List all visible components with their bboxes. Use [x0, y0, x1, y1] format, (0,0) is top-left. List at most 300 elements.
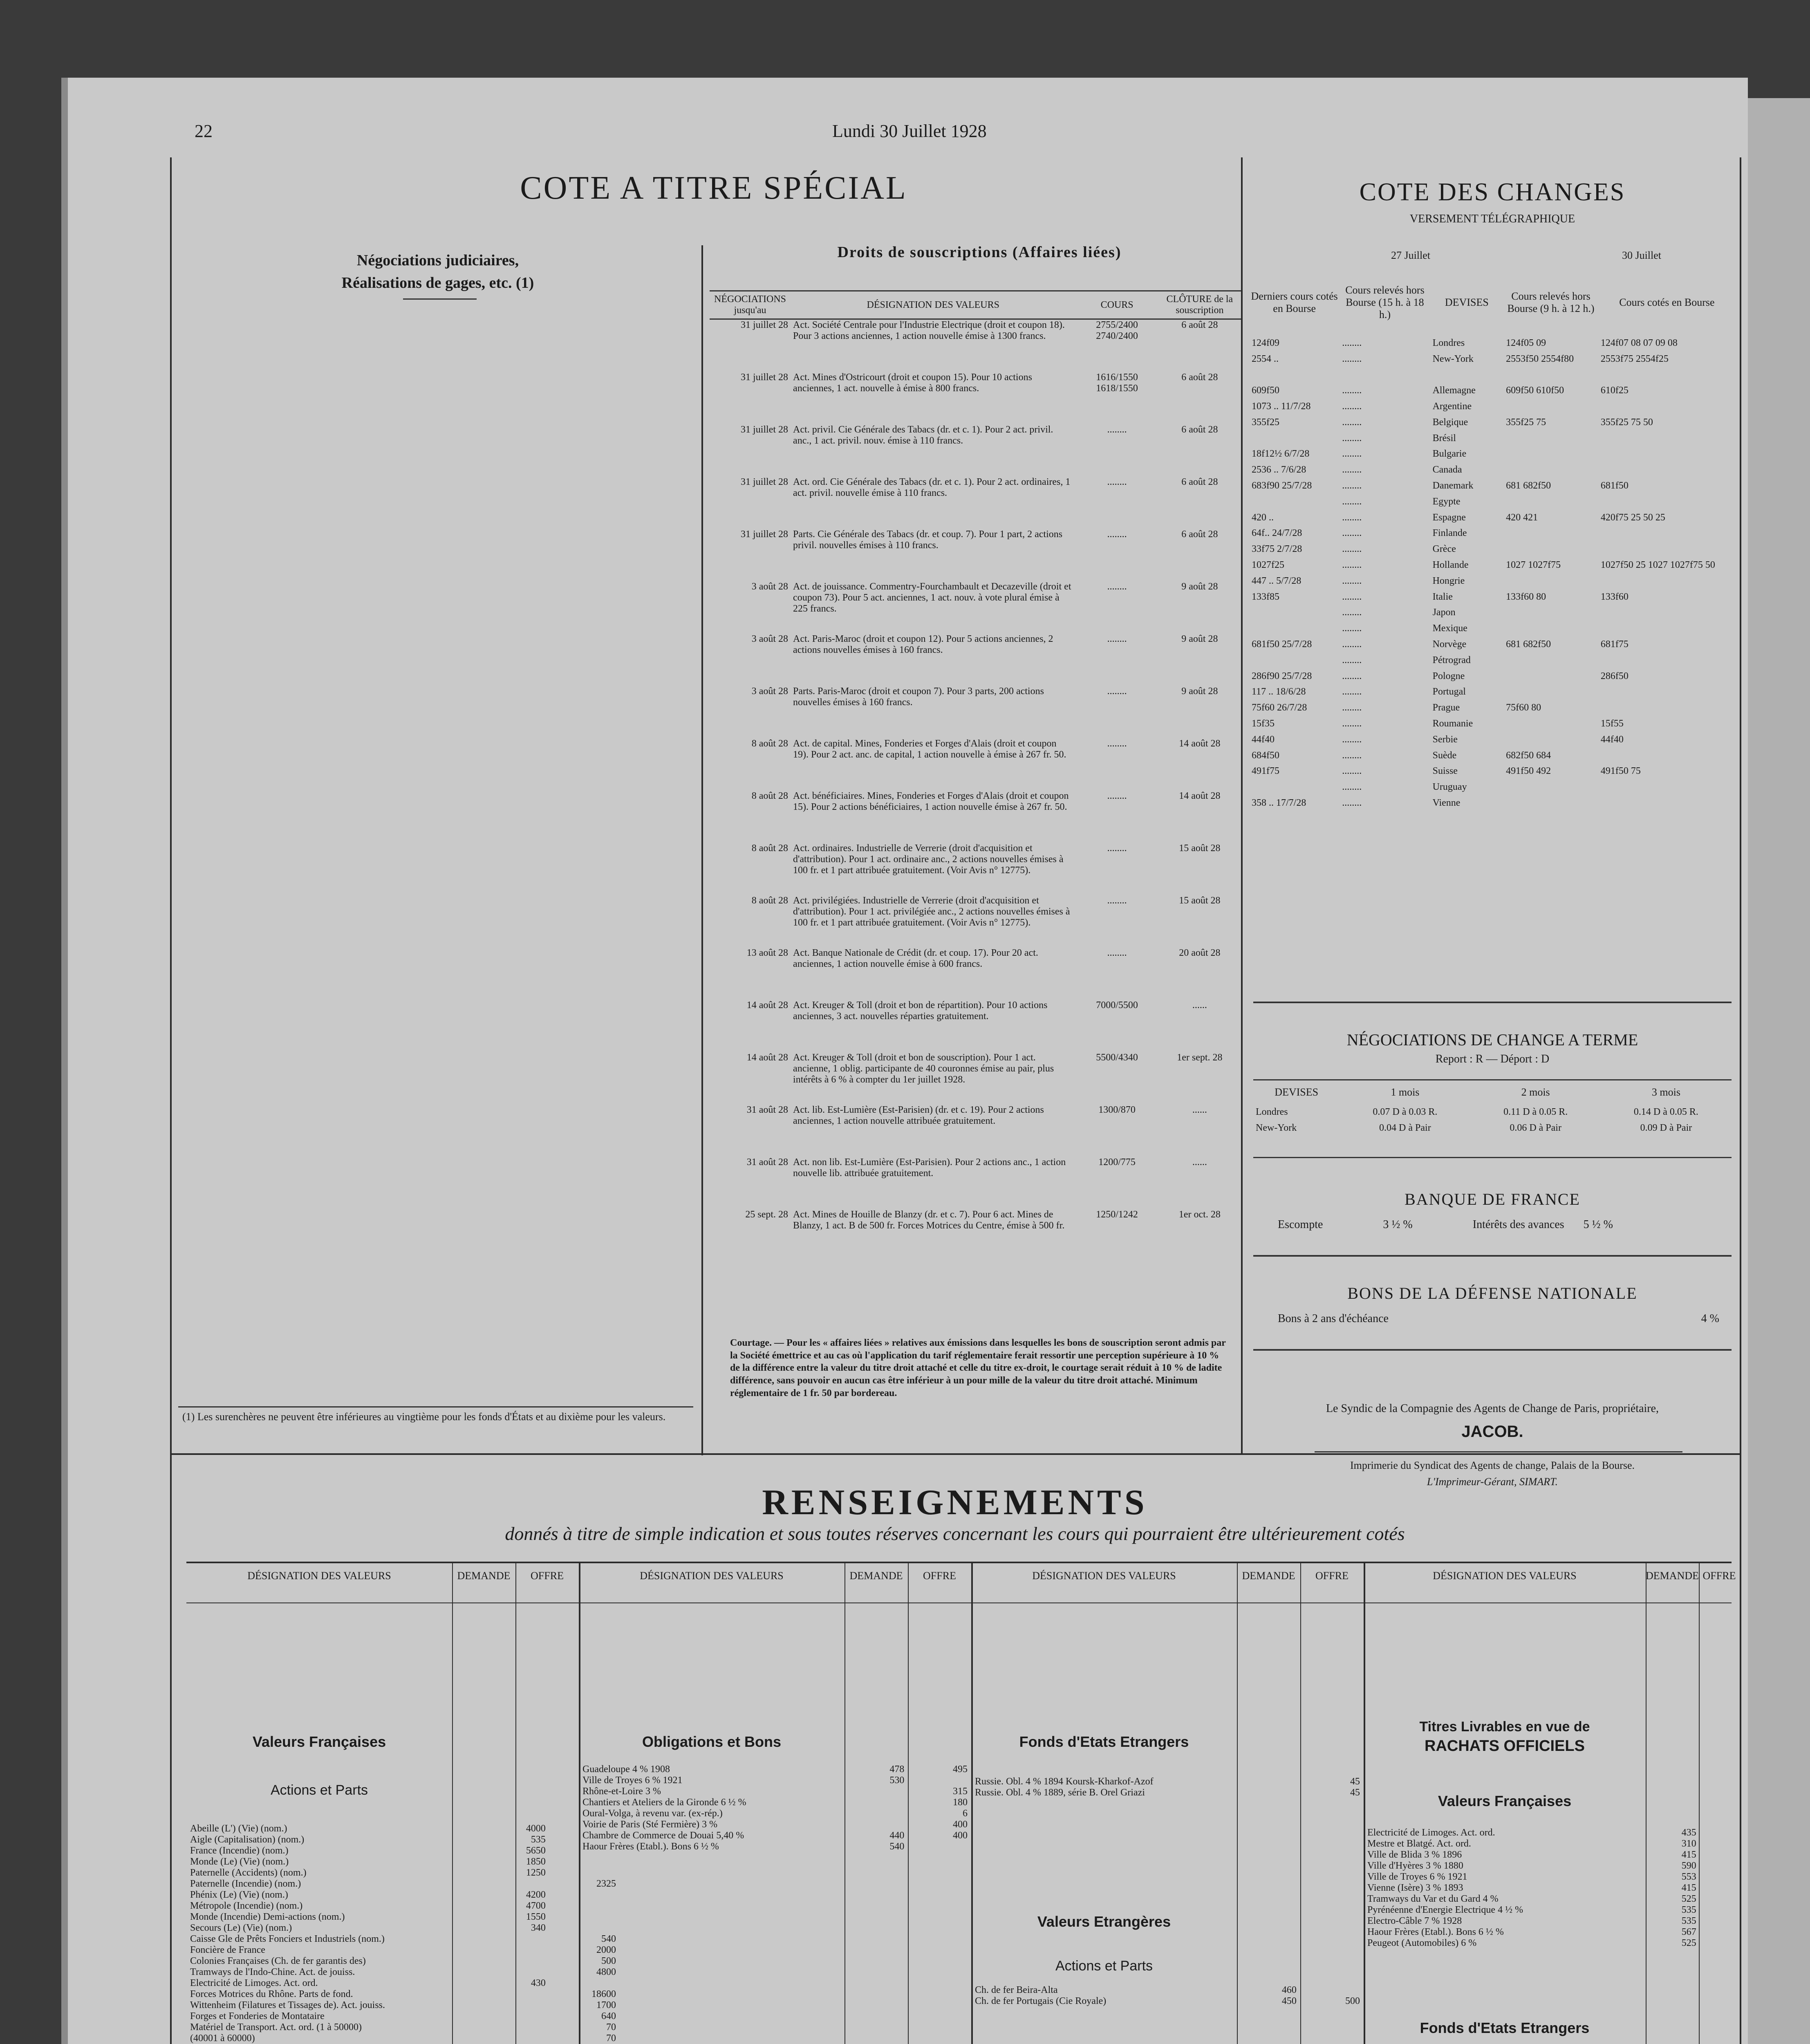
changes-col-cotes: Cours cotés en Bourse [1619, 296, 1715, 308]
hors-bourse-2: 491f50 492 [1506, 766, 1551, 777]
valeur-row [188, 2000, 618, 2011]
devise: New-York [1256, 1123, 1297, 1134]
valeur-row [188, 1823, 618, 1834]
changes-row [1249, 494, 1736, 510]
negociation-date: 14 août 28 [746, 1052, 789, 1063]
negociation-date: 13 août 28 [746, 948, 789, 958]
valeur-row [188, 1967, 618, 1978]
col1-heading: Valeurs Françaises [252, 1733, 386, 1750]
changes-row [1249, 621, 1736, 637]
devise: Brésil [1432, 433, 1456, 444]
demande [477, 1934, 547, 1945]
cours-cotes [1598, 446, 1736, 462]
demande: 4700 [526, 1901, 546, 1911]
devise: Allemagne [1432, 385, 1476, 396]
negociation-date: 31 août 28 [746, 1157, 789, 1168]
designation: Wittenheim (Filatures et Tissages de). Act. jouiss. [190, 2000, 385, 2010]
changes-row [1249, 589, 1736, 605]
offre [547, 1978, 618, 1989]
designation: Ville d'Hyères 3 % 1880 [1367, 1860, 1463, 1871]
dernier-cours: 681f50 25/7/28 [1252, 639, 1312, 650]
hors-bourse-1: ........ [1342, 401, 1362, 412]
devise: Egypte [1432, 496, 1461, 507]
cours: ........ [1107, 791, 1127, 801]
changes-col-hors-bourse-1: Cours relevés hors Bourse (15 h. à 18 h.) [1345, 284, 1425, 320]
demande: 430 [531, 1978, 546, 1988]
dernier-cours: 124f09 [1252, 337, 1279, 348]
escompte-label: Escompte [1278, 1218, 1323, 1231]
hors-bourse-2 [1503, 605, 1598, 621]
valeur-row [581, 1786, 969, 1797]
demande [477, 1967, 547, 1978]
hors-bourse-2 [1503, 446, 1598, 462]
demande: 460 [1281, 1985, 1297, 1995]
valeur-row [188, 2022, 618, 2033]
negociation-date: 31 juillet 28 [741, 424, 789, 435]
hors-bourse-2 [1503, 684, 1598, 700]
offre: 315 [953, 1786, 968, 1797]
hors-bourse-2 [1503, 462, 1598, 478]
cloture: 1er sept. 28 [1177, 1052, 1223, 1063]
valeur-row [581, 1830, 969, 1841]
valeur-row [1366, 1860, 1738, 1871]
demande: 1250 [526, 1867, 546, 1878]
cours-cotes [1598, 779, 1736, 795]
cours: ........ [1107, 529, 1127, 540]
valeur-row [188, 1867, 618, 1878]
devise: Danemark [1432, 480, 1474, 491]
col1-subheading: Actions et Parts [270, 1782, 368, 1798]
devise: Finlande [1432, 528, 1467, 539]
cloture: 6 août 28 [1181, 424, 1218, 435]
valeur-row [188, 1978, 618, 1989]
designation: Russie. Obl. 4 % 1889, série B. Orel Griazi [975, 1787, 1145, 1798]
changes-date-1: 27 Juillet [1391, 249, 1431, 261]
demande: 567 [1681, 1927, 1696, 1937]
offre [1698, 1927, 1738, 1938]
dernier-cours: 684f50 [1252, 750, 1279, 761]
offre [1698, 1916, 1738, 1927]
cloture: ...... [1192, 1000, 1207, 1011]
cloture: 9 août 28 [1181, 686, 1218, 697]
col3-heading: Fonds d'Etats Etrangers [1019, 1733, 1189, 1750]
hors-bourse-2 [1503, 367, 1598, 383]
negociations-heading-line1: Négociations judiciaires, [356, 252, 519, 269]
hors-bourse-2 [1503, 541, 1598, 557]
col3-header-offre: OFFRE [1315, 1570, 1349, 1582]
cours-cotes [1598, 526, 1736, 542]
negociation-date: 3 août 28 [751, 581, 789, 592]
cours-cotes: 420f75 25 50 25 [1600, 512, 1665, 523]
designation: Tramways du Var et du Gard 4 % [1367, 1894, 1499, 1904]
cote-titre-heading: COTE A TITRE SPÉCIAL [520, 170, 907, 206]
designation: (40001 à 60000) [190, 2033, 255, 2044]
designation: Forces Motrices du Rhône. Parts de fond. [190, 1989, 353, 1999]
cours: ........ [1107, 581, 1127, 592]
valeur-row [1366, 1838, 1738, 1849]
changes-row [1249, 430, 1736, 446]
dernier-cours: 491f75 [1252, 766, 1279, 777]
changes-row [1249, 367, 1736, 383]
col3-header-designation: DÉSIGNATION DES VALEURS [1032, 1570, 1176, 1582]
changes-row [1249, 779, 1736, 795]
droits-row [710, 529, 1241, 581]
dernier-cours: 2554 .. [1252, 353, 1279, 364]
changes-row [1249, 684, 1736, 700]
designation: Rhône-et-Loire 3 % [582, 1786, 661, 1797]
col3-heading-3: Actions et Parts [1055, 1958, 1153, 1974]
hors-bourse-1: ........ [1342, 353, 1362, 364]
valeur-row [188, 1901, 618, 1912]
cours-cotes [1598, 367, 1736, 383]
offre [547, 1867, 618, 1878]
designation: Electro-Câble 7 % 1928 [1367, 1916, 1462, 1926]
hors-bourse-1: ........ [1342, 766, 1362, 777]
col3-table-2 [973, 1985, 1362, 2007]
designation: Ch. de fer Portugais (Cie Royale) [975, 1996, 1107, 2006]
demande [477, 2000, 547, 2011]
hors-bourse-2 [1503, 494, 1598, 510]
designation: Act. ordinaires. Industrielle de Verrerie (droit d'acquisition et d'attribution). Pour 1 act. ordinaire anc., 2 actions nouvelles émises à 100 fr. et 1 part attribuée gratuitement. (Voir Avis n° 12775). [793, 843, 1064, 876]
hors-bourse-2 [1503, 652, 1598, 668]
cloture: 1er oct. 28 [1178, 1209, 1221, 1220]
changes-row [1249, 732, 1736, 748]
negociation-date: 31 août 28 [746, 1105, 789, 1115]
hors-bourse-1: ........ [1342, 480, 1362, 491]
designation: Act. bénéficiaires. Mines, Fonderies et Forges d'Alais (droit et coupon 15). Pour 2 actions bénéficiaires, 1 action nouvelle émise à 267 fr. 50. [793, 791, 1069, 812]
terme-table [1253, 1079, 1732, 1136]
designation: Abeille (L') (Vie) (nom.) [190, 1823, 287, 1834]
demande [843, 1786, 906, 1797]
negociation-date: 8 août 28 [751, 843, 789, 854]
hors-bourse-2 [1503, 621, 1598, 637]
cours-cotes: 610f25 [1600, 385, 1629, 396]
un-mois: 0.04 D à Pair [1379, 1123, 1431, 1134]
offre: 70 [606, 2033, 616, 2044]
valeur-row [581, 1764, 969, 1775]
cours: ........ [1107, 738, 1127, 749]
dernier-cours [1249, 430, 1340, 446]
offre: 400 [953, 1830, 968, 1841]
droits-row [710, 895, 1241, 948]
droits-row [710, 581, 1241, 634]
droits-table [710, 290, 1241, 1262]
offre [1298, 1985, 1362, 1996]
droits-row [710, 372, 1241, 424]
offre [906, 1841, 969, 1852]
changes-row [1249, 335, 1736, 351]
devise: Norvège [1432, 639, 1467, 650]
demande: 530 [889, 1775, 905, 1786]
cours: 2755/2400 2740/2400 [1096, 320, 1138, 341]
cours-cotes [1598, 621, 1736, 637]
designation: Act. non lib. Est-Lumière (Est-Parisien). Pour 2 actions anc., 1 action nouvelle lib. attribuée gratuitement. [793, 1157, 1066, 1179]
devise: Vienne [1432, 798, 1461, 808]
offre [1698, 1938, 1738, 1949]
hors-bourse-2: 420 421 [1506, 512, 1538, 523]
droits-row [710, 319, 1241, 372]
col4-table-1 [1366, 1827, 1738, 1949]
cours-cotes [1598, 684, 1736, 700]
valeur-row [188, 1956, 618, 1967]
dernier-cours: 33f75 2/7/28 [1252, 544, 1302, 555]
offre [1698, 1860, 1738, 1871]
changes-row [1249, 557, 1736, 573]
changes-row [1249, 605, 1736, 621]
hors-bourse-1: ........ [1342, 496, 1362, 507]
hors-bourse-1: ........ [1342, 512, 1362, 523]
cours-cotes: 124f07 08 07 09 08 [1600, 337, 1678, 348]
hors-bourse-1: ........ [1342, 782, 1362, 793]
changes-row [1249, 764, 1736, 780]
dernier-cours: 15f35 [1252, 718, 1275, 729]
hors-bourse-2 [1503, 573, 1598, 589]
cours-cotes [1598, 652, 1736, 668]
cloture: 15 août 28 [1179, 895, 1221, 906]
hors-bourse-1: ........ [1342, 798, 1362, 808]
changes-row [1249, 700, 1736, 716]
page-date: Lundi 30 Juillet 1928 [832, 121, 987, 141]
syndic-name: JACOB. [1461, 1423, 1523, 1441]
col2-heading: Obligations et Bons [642, 1733, 781, 1750]
dernier-cours: 1073 .. 11/7/28 [1252, 401, 1311, 412]
offre [547, 1889, 618, 1901]
demande: 4000 [526, 1823, 546, 1834]
dernier-cours: 75f60 26/7/28 [1252, 702, 1307, 713]
negociations-heading-line2: Réalisations de gages, etc. (1) [341, 274, 534, 292]
changes-subheading: VERSEMENT TÉLÉGRAPHIQUE [1409, 213, 1575, 225]
droits-row [710, 634, 1241, 686]
bons-value: 4 % [1701, 1312, 1719, 1325]
designation: Parts. Cie Générale des Tabacs (dr. et coup. 7). Pour 1 part, 2 actions privil. nouvelles émises à 110 francs. [793, 529, 1063, 551]
offre: 500 [601, 1956, 616, 1966]
page-number: 22 [195, 121, 213, 141]
designation: Métropole (Incendie) (nom.) [190, 1901, 303, 1911]
droits-heading: Droits de souscriptions (Affaires liées) [837, 244, 1122, 261]
negociations-footnote: (1) Les surenchères ne peuvent être inférieures au vingtième pour les fonds d'États et au dixième pour les valeurs. [182, 1411, 666, 1423]
hors-bourse-2 [1503, 716, 1598, 732]
devise: Roumanie [1432, 718, 1473, 729]
devise: Belgique [1432, 417, 1468, 428]
droits-row [710, 948, 1241, 1000]
designation: Ch. de fer Beira-Alta [975, 1985, 1058, 1995]
hors-bourse-2: 133f60 80 [1506, 591, 1546, 602]
valeur-row [188, 2011, 618, 2022]
cours-cotes [1598, 399, 1736, 415]
offre: 70 [606, 2022, 616, 2033]
demande: 535 [531, 1834, 546, 1845]
valeur-row [973, 1787, 1362, 1798]
devise: Canada [1432, 464, 1462, 475]
dernier-cours: 1027f25 [1252, 560, 1284, 571]
designation: Act. lib. Est-Lumière (Est-Parisien) (dr. et c. 19). Pour 2 actions anciennes, 1 action nouvelle attribuée gratuitement. [793, 1105, 1044, 1126]
designation: Guadeloupe 4 % 1908 [582, 1764, 670, 1775]
devise: Argentine [1432, 401, 1472, 412]
demande [477, 2022, 547, 2033]
designation: Act. ord. Cie Générale des Tabacs (dr. et c. 1). Pour 2 act. ordinaires, 1 act. privil. nouvelle émise à 110 francs. [793, 477, 1071, 498]
droits-col-cloture: CLÔTURE de la souscription [1158, 291, 1241, 319]
changes-row [1249, 526, 1736, 542]
col2-header-demande: DEMANDE [849, 1570, 903, 1582]
terme-col-3mois: 3 mois [1651, 1086, 1680, 1098]
dernier-cours: 683f90 25/7/28 [1252, 480, 1312, 491]
valeur-row [1366, 1827, 1738, 1838]
designation: Haour Frères (Etabl.). Bons 6 ½ % [1367, 1927, 1504, 1937]
designation: Foncière de France [190, 1945, 265, 1955]
devise: Pétrograd [1432, 654, 1471, 666]
cours: 1616/1550 1618/1550 [1096, 372, 1138, 394]
valeur-row [973, 1985, 1362, 1996]
demande: 435 [1681, 1827, 1696, 1838]
devise: Pologne [1432, 670, 1465, 681]
hors-bourse-1: ........ [1342, 686, 1362, 697]
demande: 1550 [526, 1912, 546, 1922]
devise: Londres [1256, 1107, 1288, 1118]
hors-bourse-2: 355f25 75 [1506, 417, 1546, 428]
hors-bourse-1 [1340, 367, 1430, 383]
designation: Paternelle (Incendie) (nom.) [190, 1878, 301, 1889]
dernier-cours [1249, 494, 1340, 510]
valeur-row [973, 1776, 1362, 1787]
dernier-cours: 64f.. 24/7/28 [1252, 528, 1302, 539]
designation: Act. Mines de Houille de Blanzy (dr. et c. 7). Pour 6 act. Mines de Blanzy, 1 act. B de 500 fr. Forces Motrices du Centre, émise à 500 fr. [793, 1209, 1065, 1231]
negociations-heading [203, 249, 673, 294]
cloture: 14 août 28 [1179, 791, 1221, 801]
demande [843, 1797, 906, 1808]
dernier-cours: 44f40 [1252, 734, 1275, 745]
col3-table-1 [973, 1776, 1362, 1798]
negociation-date: 31 juillet 28 [741, 477, 789, 487]
demande: 340 [531, 1923, 546, 1933]
demande: 1850 [526, 1856, 546, 1867]
devise: Mexique [1432, 623, 1467, 634]
offre [1698, 1827, 1738, 1838]
designation: Act. privil. Cie Générale des Tabacs (dr. et c. 1). Pour 2 act. privil. anc., 1 act. privil. nouv. émise à 110 francs. [793, 424, 1053, 446]
hors-bourse-2: 124f05 09 [1506, 337, 1546, 348]
offre: 45 [1350, 1787, 1360, 1798]
changes-row [1249, 573, 1736, 589]
designation: Electricité de Limoges. Act. ord. [1367, 1827, 1495, 1838]
changes-col-devises: DEVISES [1445, 296, 1489, 308]
designation: Chambre de Commerce de Douai 5,40 % [582, 1830, 744, 1841]
demande: 5650 [526, 1845, 546, 1856]
demande: 535 [1681, 1916, 1696, 1926]
cours: ........ [1107, 843, 1127, 854]
hors-bourse-1: ........ [1342, 654, 1362, 666]
hors-bourse-2: 2553f50 2554f80 [1506, 353, 1574, 364]
demande: 590 [1681, 1860, 1696, 1871]
designation: Haour Frères (Etabl.). Bons 6 ½ % [582, 1841, 719, 1852]
devise: Hongrie [1432, 575, 1465, 586]
designation: Matériel de Transport. Act. ord. (1 à 50000) [190, 2022, 362, 2033]
changes-col-hors-bourse-2: Cours relevés hors Bourse (9 h. à 12 h.) [1507, 290, 1595, 314]
changes-row [1249, 637, 1736, 652]
offre: 495 [953, 1764, 968, 1775]
demande [843, 1819, 906, 1830]
dernier-cours: 609f50 [1252, 385, 1279, 396]
interets-value: 5 ½ % [1583, 1218, 1613, 1231]
bons-heading: BONS DE LA DÉFENSE NATIONALE [1347, 1284, 1638, 1302]
changes-row [1249, 399, 1736, 415]
devise: Prague [1432, 702, 1460, 713]
offre [1698, 1883, 1738, 1894]
offre [1698, 1905, 1738, 1916]
demande [477, 1989, 547, 2000]
devise: Grèce [1432, 544, 1456, 555]
changes-row [1249, 652, 1736, 668]
valeur-row [1366, 1927, 1738, 1938]
changes-row [1249, 795, 1736, 811]
terme-col-2mois: 2 mois [1521, 1086, 1550, 1098]
hors-bourse-2 [1503, 795, 1598, 811]
devise: Suisse [1432, 766, 1458, 777]
demande [477, 2033, 547, 2044]
dernier-cours: 355f25 [1252, 417, 1279, 428]
demande: 450 [1281, 1996, 1297, 2006]
cloture: 6 août 28 [1181, 320, 1218, 330]
cours: ........ [1107, 686, 1127, 697]
cours-cotes: 286f50 [1600, 670, 1629, 681]
droits-row [710, 686, 1241, 738]
cours-cotes: 681f75 [1600, 639, 1629, 650]
demande [477, 1878, 547, 1889]
col4-heading-2: Fonds d'Etats Etrangers [1420, 2019, 1590, 2036]
valeur-row [1366, 1916, 1738, 1927]
designation: Vienne (Isère) 3 % 1893 [1367, 1883, 1463, 1893]
valeur-row [188, 1945, 618, 1956]
cours-cotes: 44f40 [1600, 734, 1624, 745]
droits-row [710, 1209, 1241, 1262]
changes-date-2: 30 Juillet [1622, 249, 1662, 261]
dernier-cours: 286f90 25/7/28 [1252, 670, 1312, 681]
hors-bourse-2 [1503, 668, 1598, 684]
offre [906, 1775, 969, 1786]
hors-bourse-1: ........ [1342, 718, 1362, 729]
devise: Serbie [1432, 734, 1458, 745]
changes-row [1249, 383, 1736, 399]
valeur-row [188, 1923, 618, 1934]
offre [547, 1901, 618, 1912]
cloture: 6 août 28 [1181, 529, 1218, 540]
cours: 1200/775 [1098, 1157, 1136, 1168]
designation: Colonies Françaises (Ch. de fer garantis des) [190, 1956, 366, 1966]
cours-cotes: 1027f50 25 1027 1027f75 50 [1600, 560, 1715, 571]
terme-legend: Report : R — Déport : D [1435, 1053, 1550, 1065]
designation: Voirie de Paris (Sté Fermière) 3 % [582, 1819, 718, 1830]
cours-cotes [1598, 430, 1736, 446]
designation: France (Incendie) (nom.) [190, 1845, 289, 1856]
deux-mois: 0.06 D à Pair [1510, 1123, 1561, 1134]
cours: 1250/1242 [1096, 1209, 1138, 1220]
offre: 400 [953, 1819, 968, 1830]
trois-mois: 0.14 D à 0.05 R. [1633, 1107, 1698, 1118]
hors-bourse-1: ........ [1342, 337, 1362, 348]
dernier-cours: 133f85 [1252, 591, 1279, 602]
valeur-row [973, 1996, 1362, 2007]
designation: Monde (Le) (Vie) (nom.) [190, 1856, 289, 1867]
cloture: 6 août 28 [1181, 372, 1218, 383]
hors-bourse-1: ........ [1342, 591, 1362, 602]
droits-row [710, 477, 1241, 529]
valeur-row [1366, 1871, 1738, 1883]
col4-heading-b: RACHATS OFFICIELS [1425, 1737, 1585, 1755]
col4-heading-a: Titres Livrables en vue de [1419, 1719, 1590, 1735]
designation: Ville de Troyes 6 % 1921 [1367, 1871, 1467, 1882]
interets-label: Intérêts des avances [1472, 1218, 1564, 1231]
cours: ........ [1107, 895, 1127, 906]
cours-cotes [1598, 541, 1736, 557]
devise: Hollande [1432, 560, 1469, 571]
